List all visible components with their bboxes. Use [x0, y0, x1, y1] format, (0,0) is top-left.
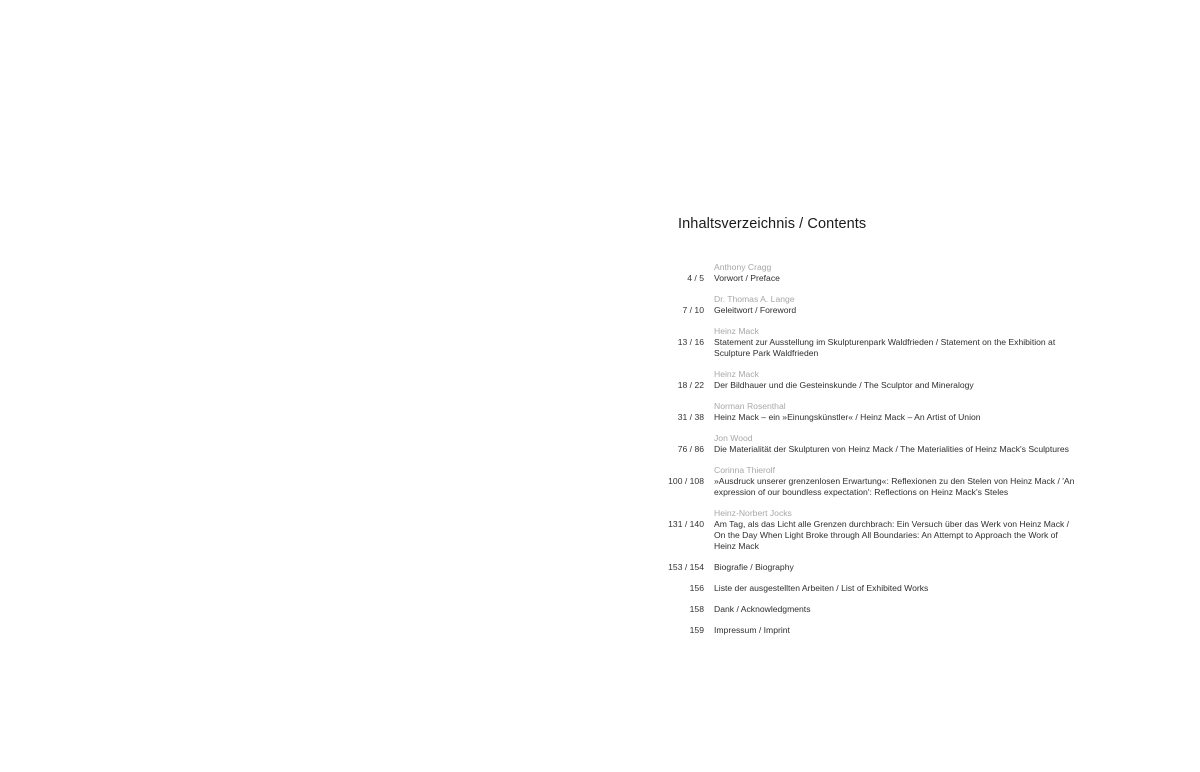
toc-entry[interactable]	[678, 262, 1098, 284]
toc-entry-row	[668, 476, 1098, 498]
toc-entry-pages: 158	[689, 604, 704, 614]
toc-entry-author: Corinna Thierolf	[714, 465, 775, 475]
toc-entry-author: Norman Rosenthal	[714, 401, 786, 411]
toc-entry-row	[678, 583, 1098, 594]
toc-entry-author: Dr. Thomas A. Lange	[714, 294, 795, 304]
toc-entry[interactable]	[678, 326, 1098, 359]
toc-entry-author: Heinz Mack	[714, 369, 759, 379]
toc-entry-row	[678, 412, 1098, 423]
toc-entry-title: Der Bildhauer und die Gesteinskunde / The Sculptor and Mineralogy	[714, 380, 974, 390]
toc-entry-pages: 76 / 86	[677, 444, 704, 454]
toc-entry-author: Jon Wood	[714, 433, 753, 443]
toc-entry[interactable]	[678, 369, 1098, 391]
toc-entry-title: Biografie / Biography	[714, 562, 794, 572]
toc-entry-pages: 131 / 140	[668, 519, 704, 529]
toc-entry-pages: 13 / 16	[677, 337, 704, 347]
toc-entry-row	[678, 625, 1098, 636]
toc-entry-pages: 31 / 38	[677, 412, 704, 422]
toc-entry-row	[678, 305, 1098, 316]
toc-entry-title: Heinz Mack – ein »Einungskünstler« / Heinz Mack – An Artist of Union	[714, 412, 981, 422]
toc-entry[interactable]	[678, 401, 1098, 423]
toc-entry-author: Anthony Cragg	[714, 262, 772, 272]
toc-entry-pages: 18 / 22	[677, 380, 704, 390]
toc-entry-title: Liste der ausgestellten Arbeiten / List of Exhibited Works	[714, 583, 929, 593]
toc-entry-pages: 4 / 5	[687, 273, 704, 283]
toc-entry-author: Heinz-Norbert Jocks	[714, 508, 792, 518]
toc-entry-row	[668, 562, 1098, 573]
table-of-contents	[668, 214, 1098, 646]
toc-entry-title: Impressum / Imprint	[714, 625, 790, 635]
toc-entry[interactable]	[678, 294, 1098, 316]
toc-entry-author: Heinz Mack	[714, 326, 759, 336]
toc-entry-pages: 153 / 154	[668, 562, 704, 572]
toc-entry[interactable]	[678, 604, 1098, 615]
toc-entry-title: »Ausdruck unserer grenzenlosen Erwartung«: Reflexionen zu den Stelen von Heinz Mack / 'An expression of our boundless expectation': Reflections on Heinz Mack's Steles	[714, 476, 1075, 497]
toc-entry[interactable]	[678, 583, 1098, 594]
toc-entry-row	[678, 604, 1098, 615]
toc-entry[interactable]	[668, 562, 1098, 573]
toc-entry-row	[678, 380, 1098, 391]
toc-entry-row	[678, 444, 1098, 455]
toc-entry-pages: 7 / 10	[682, 305, 704, 315]
toc-entry[interactable]	[668, 508, 1098, 552]
toc-entry-title: Statement zur Ausstellung im Skulpturenpark Waldfrieden / Statement on the Exhibition at Sculpture Park Waldfrieden	[714, 337, 1056, 358]
toc-entry-pages: 100 / 108	[668, 476, 704, 486]
toc-entry-title: Geleitwort / Foreword	[714, 305, 797, 315]
toc-entry-title: Vorwort / Preface	[714, 273, 780, 283]
toc-entry[interactable]	[678, 625, 1098, 636]
toc-entry[interactable]	[668, 465, 1098, 498]
toc-entries	[668, 262, 1098, 636]
toc-entry-row	[678, 273, 1098, 284]
toc-entry-title: Die Materialität der Skulpturen von Heinz Mack / The Materialities of Heinz Mack's Sculptures	[714, 444, 1069, 454]
toc-title: Inhaltsverzeichnis / Contents	[678, 216, 867, 232]
toc-entry[interactable]	[678, 433, 1098, 455]
toc-entry-pages: 156	[689, 583, 704, 593]
toc-entry-row	[668, 519, 1098, 552]
toc-entry-row	[678, 337, 1098, 359]
toc-entry-pages: 159	[689, 625, 704, 635]
toc-entry-title: Dank / Acknowledgments	[714, 604, 811, 614]
toc-entry-title: Am Tag, als das Licht alle Grenzen durchbrach: Ein Versuch über das Werk von Heinz Mack / On the Day When Light Broke through All Boundaries: An Attempt to Approach the Work of Heinz Mack	[714, 519, 1070, 551]
